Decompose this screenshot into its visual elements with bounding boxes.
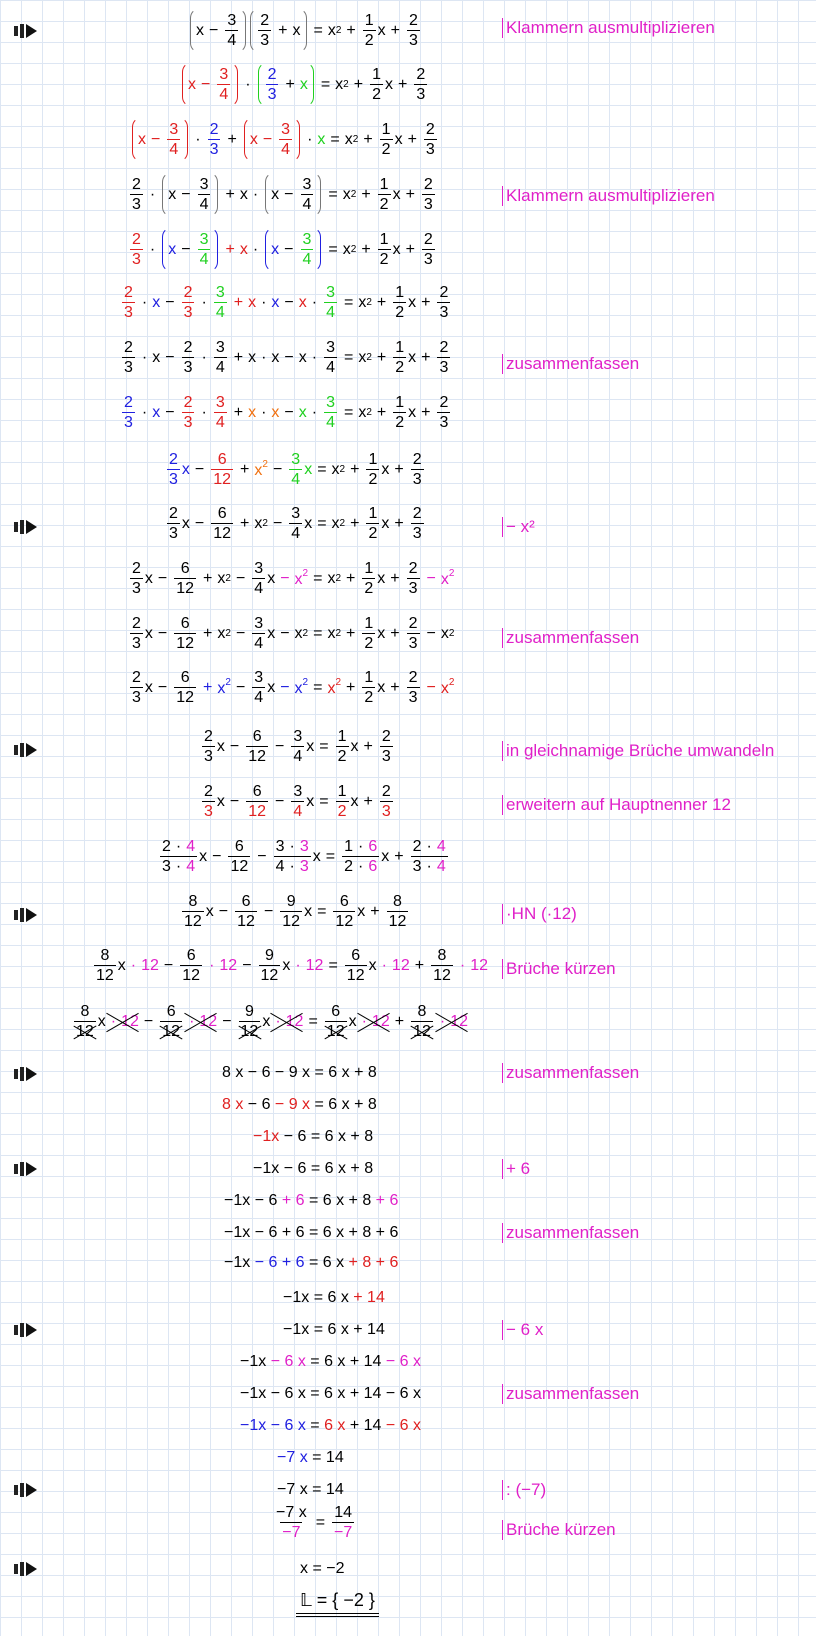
calculator-arrow-icon[interactable] <box>12 906 38 924</box>
equation: 8 x − 6 − 9 x = 6 x + 8 <box>222 1064 377 1081</box>
equation: −1x − 6 + 6 = 6 x + 8 + 6 <box>224 1254 399 1271</box>
annotation: zusammenfassen <box>502 1223 639 1243</box>
equation: $\frac{2 \cdot 4}{3 \cdot 4}$ x − $\frac{6}{12}$ − $\frac{3 \cdot 3}{4 \cdot 3}$ x = $\frac{1 \cdot 6}{2 \cdot 6}$ x + $\frac{2 \cdot 4}{3 \cdot 4}$ <box>162 838 446 875</box>
equation: $\frac{2}{3}$ x − $\frac{6}{12}$ − $\frac{3}{4}$ x = $\frac{1}{2}$ x + $\frac{2}{3}$ <box>204 728 391 765</box>
calculator-arrow-icon[interactable] <box>12 741 38 759</box>
calculator-arrow-icon[interactable] <box>12 1160 38 1178</box>
annotation: + 6 <box>502 1159 530 1179</box>
calculator-arrow-icon[interactable] <box>12 1321 38 1339</box>
equation: −1x − 6 x = 6 x + 14 − 6 x <box>240 1385 422 1402</box>
equation: $\frac{2}{3}$ · x − $\frac{3}{4}$ + x · x − $\frac{3}{4}$ = x 2 + $\frac{1}{2}$ x + $\frac{2}{3}$ <box>128 172 437 217</box>
annotation: ·HN (·12) <box>502 904 577 924</box>
annotation: : (−7) <box>502 1480 546 1500</box>
equation: $\frac{8}{12}$ x · 12 − $\frac{6}{12}$ · 12 − $\frac{9}{12}$ x · 12 = $\frac{6}{12}$ x · 12 + $\frac{8}{12}$ · 12 <box>96 947 488 984</box>
equation: −1x − 6 = 6 x + 8 <box>253 1160 374 1177</box>
annotation: zusammenfassen <box>502 1384 639 1404</box>
annotation: − x² <box>502 517 535 537</box>
equation: $\frac{2}{3}$ · x − $\frac{2}{3}$ · $\frac{3}{4}$ + x · x − x · $\frac{3}{4}$ = x 2 + $\frac{1}{2}$ x + $\frac{2}{3}$ <box>124 339 449 376</box>
solution-set: 𝕃 = { −2 } <box>296 1590 379 1617</box>
equation: −7 x = 14 <box>277 1481 344 1498</box>
equation: $\frac{2}{3}$ · x − $\frac{2}{3}$ · $\frac{3}{4}$ + x · x − x · $\frac{3}{4}$ = x 2 + $\frac{1}{2}$ x + $\frac{2}{3}$ <box>124 394 449 431</box>
equation: $\frac{2}{3}$ x − $\frac{6}{12}$ + x 2 − $\frac{3}{4}$ x = x 2 + $\frac{1}{2}$ x + $\frac{2}{3}$ <box>169 505 422 542</box>
annotation: − 6 x <box>502 1320 543 1340</box>
calculator-arrow-icon[interactable] <box>12 1560 38 1578</box>
equation: $\frac{2}{3}$ x − $\frac{6}{12}$ + x 2 − $\frac{3}{4}$ x − x 2 = x 2 + $\frac{1}{2}$ x + $\frac{2}{3}$ − x 2 <box>132 615 455 652</box>
calculator-arrow-icon[interactable] <box>12 518 38 536</box>
annotation: Klammern ausmultiplizieren <box>502 18 715 38</box>
equation: x − $\frac{3}{4}$ · $\frac{2}{3}$ + x = x 2 + $\frac{1}{2}$ x + $\frac{2}{3}$ <box>180 62 429 107</box>
equation: x − $\frac{3}{4}$ $\frac{2}{3}$ + x = x 2 + $\frac{1}{2}$ x + $\frac{2}{3}$ <box>188 8 422 53</box>
annotation: zusammenfassen <box>502 354 639 374</box>
equation: x − $\frac{3}{4}$ · $\frac{2}{3}$ + x − $\frac{3}{4}$ · x = x 2 + $\frac{1}{2}$ x + $\frac{2}{3}$ <box>130 117 439 162</box>
equation: −7 x = 14 <box>277 1449 344 1466</box>
equation: −1x − 6 + 6 = 6 x + 8 + 6 <box>224 1192 399 1209</box>
equation: $\frac{2}{3}$ · x − $\frac{3}{4}$ + x · x − $\frac{3}{4}$ = x 2 + $\frac{1}{2}$ x + $\frac{2}{3}$ <box>128 227 437 272</box>
annotation: zusammenfassen <box>502 628 639 648</box>
annotation: erweitern auf Hauptnenner 12 <box>502 795 731 815</box>
equation: −1x − 6 = 6 x + 8 <box>253 1128 374 1145</box>
equation: $\frac{2}{3}$ x − $\frac{6}{12}$ − $\frac{3}{4}$ x = $\frac{1}{2}$ x + $\frac{2}{3}$ <box>204 783 391 820</box>
equation: −1x = 6 x + 14 <box>283 1321 385 1338</box>
annotation: Brüche kürzen <box>502 959 616 979</box>
equation: $\frac{2}{3}$ x − $\frac{6}{12}$ + $x^2$ − $\frac{3}{4}$ x − $x^2$ = $x^2$ + $\frac{1}{2}$ x + $\frac{2}{3}$ − $x^2$ <box>132 669 455 706</box>
equation: $\frac{8}{12}$ x · 12 − $\frac{6}{12}$ · 12 − $\frac{9}{12}$ x · 12 = $\frac{6}{12}$ x · 12 + $\frac{8}{12}$ · 12 <box>76 1003 468 1040</box>
annotation: Brüche kürzen <box>502 1520 616 1540</box>
calculator-arrow-icon[interactable] <box>12 1481 38 1499</box>
annotation: zusammenfassen <box>502 1063 639 1083</box>
equation: −1x = 6 x + 14 <box>283 1289 385 1306</box>
equation: $\frac{2}{3}$ x − $\frac{6}{12}$ + $x^2$ − $\frac{3}{4}$ x = x 2 + $\frac{1}{2}$ x + $\frac{2}{3}$ <box>169 451 422 488</box>
calculator-arrow-icon[interactable] <box>12 1065 38 1083</box>
calculator-arrow-icon[interactable] <box>12 22 38 40</box>
equation: x = −2 <box>300 1560 345 1577</box>
equation: $\frac{8}{12}$ x − $\frac{6}{12}$ − $\frac{9}{12}$ x = $\frac{6}{12}$ x + $\frac{8}{12}$ <box>184 893 407 930</box>
equation: −1x − 6 x = 6 x + 14 − 6 x <box>240 1417 422 1434</box>
equation: $\frac{-7 x}{-7}$ = $\frac{14}{-7}$ <box>276 1504 353 1541</box>
equation: −1x − 6 x = 6 x + 14 − 6 x <box>240 1353 422 1370</box>
equation: −1x − 6 + 6 = 6 x + 8 + 6 <box>224 1224 399 1241</box>
annotation: in gleichnamige Brüche umwandeln <box>502 741 774 761</box>
equation: $\frac{2}{3}$ x − $\frac{6}{12}$ + x 2 − $\frac{3}{4}$ x − $x^2$ = x 2 + $\frac{1}{2}$ x + $\frac{2}{3}$ − $x^2$ <box>132 560 455 597</box>
annotation: Klammern ausmultiplizieren <box>502 186 715 206</box>
equation: $\frac{2}{3}$ · x − $\frac{2}{3}$ · $\frac{3}{4}$ + x · x − x · $\frac{3}{4}$ = x 2 + $\frac{1}{2}$ x + $\frac{2}{3}$ <box>124 284 449 321</box>
equation: 8 x − 6 − 9 x = 6 x + 8 <box>222 1096 377 1113</box>
